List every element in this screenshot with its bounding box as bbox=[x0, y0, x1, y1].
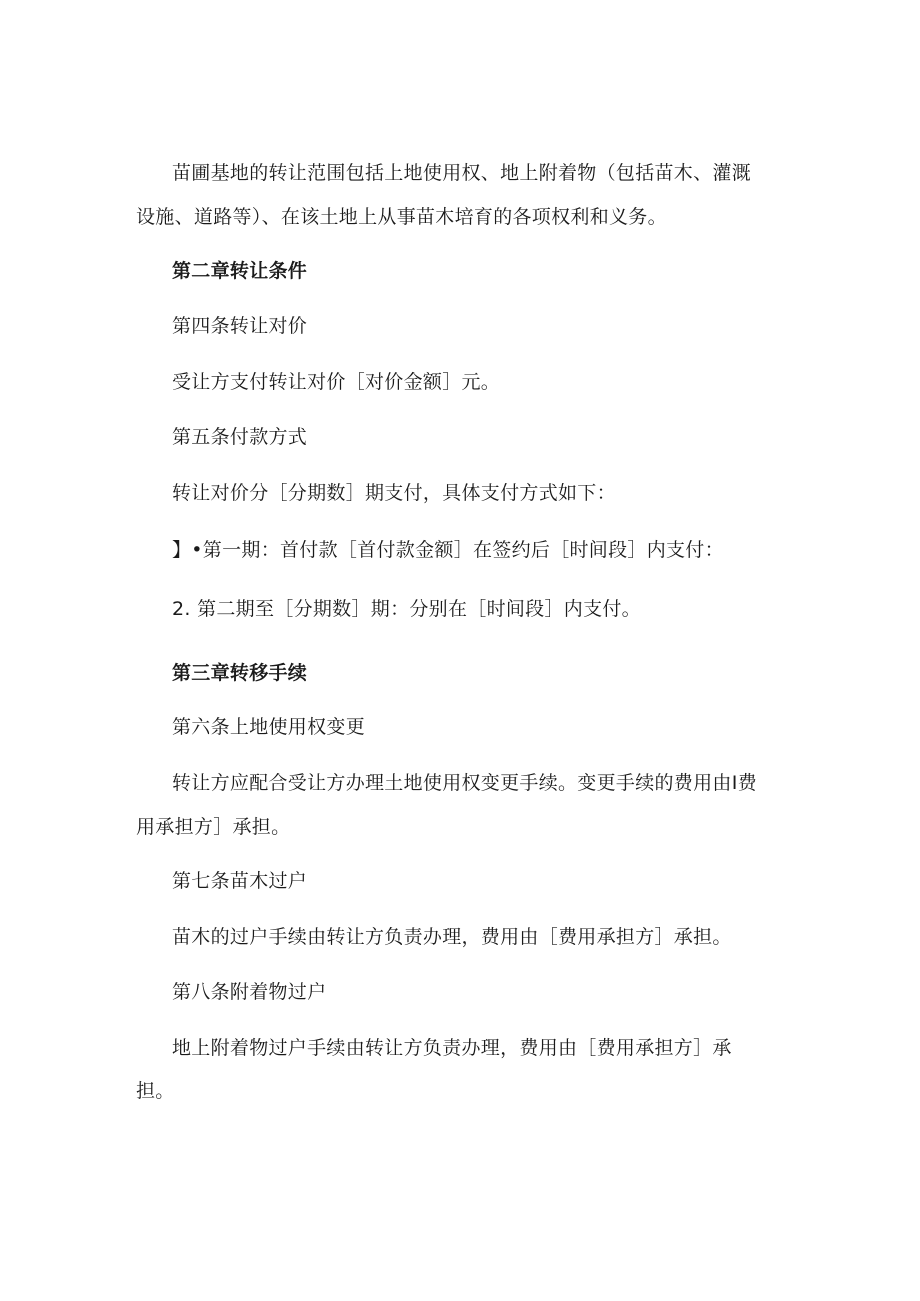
article-5-text: 转让对价分［分期数］期支付，具体支付方式如下： bbox=[172, 482, 616, 504]
article-6-text-line-1: 转让方应配合受让方办理土地使用权变更手续。变更手续的费用由I费 bbox=[172, 772, 757, 794]
article-7-heading: 第七条苗木过户 bbox=[172, 870, 308, 892]
chapter-2-heading: 第二章转让条件 bbox=[172, 260, 308, 282]
paragraph-scope-line-2: 设施、道路等）、在该土地上从事苗木培育的各项权利和义务。 bbox=[136, 206, 667, 228]
article-7-text: 苗木的过户手续由转让方负责办理，费用由［费用承担方］承担。 bbox=[172, 926, 732, 948]
article-6-heading: 第六条上地使用权变更 bbox=[172, 716, 366, 738]
article-5-list-item-2: 2. 第二期至［分期数］期：分别在［时间段］内支付。 bbox=[172, 598, 641, 620]
article-5-list-item-1: 】•第一期：首付款［首付款金额］在签约后［时间段］内支付： bbox=[172, 539, 724, 561]
article-4-text: 受让方支付转让对价［对价金额］元。 bbox=[172, 371, 501, 393]
article-5-heading: 第五条付款方式 bbox=[172, 426, 308, 448]
article-4-heading: 第四条转让对价 bbox=[172, 315, 308, 337]
article-8-heading: 第八条附着物过户 bbox=[172, 981, 327, 1003]
article-8-text-line-1: 地上附着物过户手续由转让方负责办理，费用由［费用承担方］承 bbox=[172, 1037, 732, 1059]
article-8-text-line-2: 担。 bbox=[136, 1080, 175, 1102]
paragraph-scope-line-1: 苗圃基地的转让范围包括上地使用权、地上附着物（包括苗木、灌溉 bbox=[172, 162, 752, 184]
article-6-text-line-2: 用承担方］承担。 bbox=[136, 816, 291, 838]
chapter-3-heading: 第三章转移手续 bbox=[172, 662, 308, 684]
